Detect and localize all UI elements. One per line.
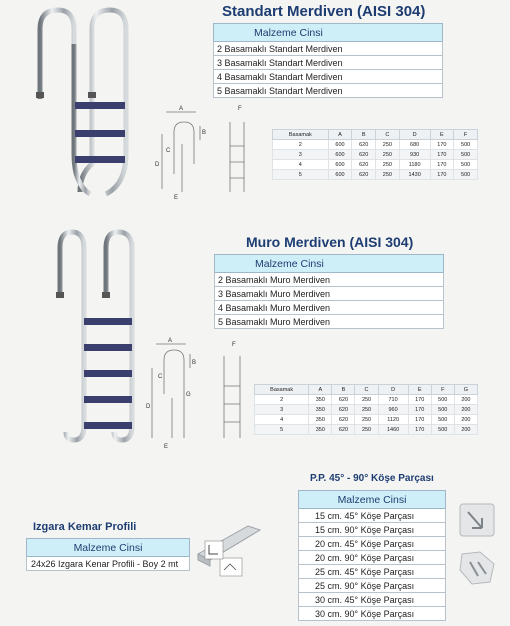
column-header: F [454, 130, 478, 140]
table-row: 2 Basamaklı Muro Merdiven [215, 273, 444, 287]
kose-table-header: Malzeme Cinsi [299, 491, 446, 509]
muro-title: Muro Merdiven (AISI 304) [246, 234, 414, 250]
standart-dimension-table [272, 129, 478, 180]
dim-label-c: C [166, 148, 171, 154]
column-header: D [399, 130, 430, 140]
dim-label-g: G [186, 392, 191, 398]
table-row: 5 Basamaklı Standart Merdiven [214, 84, 443, 98]
table-row: 2 600 620 250 680 170 500 [273, 140, 478, 150]
corner-piece-45-image [458, 500, 498, 540]
table-row: 24x26 Izgara Kenar Profili - Boy 2 mt [27, 557, 190, 571]
muro-dimension-diagram [146, 338, 250, 450]
column-header: A [309, 385, 332, 395]
table-row: 25 cm. 90° Köşe Parçası [299, 579, 446, 593]
izgara-table-header: Malzeme Cinsi [27, 539, 190, 557]
dim-label-e: E [174, 195, 179, 201]
izgara-title: Izgara Kemar Profili [33, 521, 137, 533]
table-row: 4 Basamaklı Muro Merdiven [215, 301, 444, 315]
table-row: 30 cm. 90° Köşe Parçası [299, 607, 446, 621]
column-header: E [408, 385, 431, 395]
column-header: D [378, 385, 408, 395]
dim-label-d: D [146, 404, 151, 410]
table-row: 4 600 620 250 1180 170 500 [273, 160, 478, 170]
column-header: G [454, 385, 477, 395]
table-row: 15 cm. 90° Köşe Parçası [299, 523, 446, 537]
table-row: 3 350 620 250 960 170 500 200 [255, 405, 478, 415]
kose-title: P.P. 45° - 90° Köşe Parçası [310, 473, 434, 484]
table-row: 2 Basamaklı Standart Merdiven [214, 42, 443, 56]
table-row: 2 350 620 250 710 170 500 200 [255, 395, 478, 405]
dim-label-f: F [232, 342, 236, 348]
dim-label-b: B [202, 130, 207, 136]
table-row: 15 cm. 45° Köşe Parçası [299, 509, 446, 523]
table-row: 25 cm. 45° Köşe Parçası [299, 565, 446, 579]
table-row: 4 350 620 250 1120 170 500 200 [255, 415, 478, 425]
table-row: 4 Basamaklı Standart Merdiven [214, 70, 443, 84]
column-header: C [376, 130, 400, 140]
dim-label-a: A [168, 338, 173, 344]
corner-piece-90-image [456, 548, 500, 588]
column-header: C [355, 385, 378, 395]
dim-label-b: B [192, 360, 197, 366]
column-header: E [430, 130, 454, 140]
table-row: 3 Basamaklı Standart Merdiven [214, 56, 443, 70]
table-row: 30 cm. 45° Köşe Parçası [299, 593, 446, 607]
column-header: B [352, 130, 376, 140]
table-row: 3 600 620 250 930 170 500 [273, 150, 478, 160]
column-header: F [431, 385, 454, 395]
table-row: 20 cm. 45° Köşe Parçası [299, 537, 446, 551]
muro-table-header: Malzeme Cinsi [215, 255, 444, 273]
muro-dimension-table [254, 384, 478, 435]
table-row: 5 Basamaklı Muro Merdiven [215, 315, 444, 329]
izgara-material-table [26, 538, 190, 571]
standart-material-table [213, 23, 443, 98]
dim-label-a: A [179, 106, 184, 112]
table-row: 3 Basamaklı Muro Merdiven [215, 287, 444, 301]
column-header: B [332, 385, 355, 395]
standart-dimension-diagram [152, 104, 262, 200]
dim-label-f: F [238, 106, 242, 112]
table-row: 5 600 620 250 1430 170 500 [273, 170, 478, 180]
standart-title: Standart Merdiven (AISI 304) [222, 3, 426, 20]
column-header: Basamak [273, 130, 329, 140]
profile-section-drawing [204, 540, 224, 560]
muro-material-table [214, 254, 444, 329]
table-row: 20 cm. 90° Köşe Parçası [299, 551, 446, 565]
column-header: A [328, 130, 352, 140]
standart-ladder-image [30, 4, 140, 200]
kose-material-table [298, 490, 446, 621]
table-row: 5 350 620 250 1460 170 500 200 [255, 425, 478, 435]
dim-label-d: D [155, 162, 160, 168]
standart-table-header: Malzeme Cinsi [214, 24, 443, 42]
dim-label-e: E [164, 444, 169, 450]
dim-label-c: C [158, 374, 163, 380]
muro-ladder-image [52, 226, 144, 446]
column-header: Basamak [255, 385, 309, 395]
